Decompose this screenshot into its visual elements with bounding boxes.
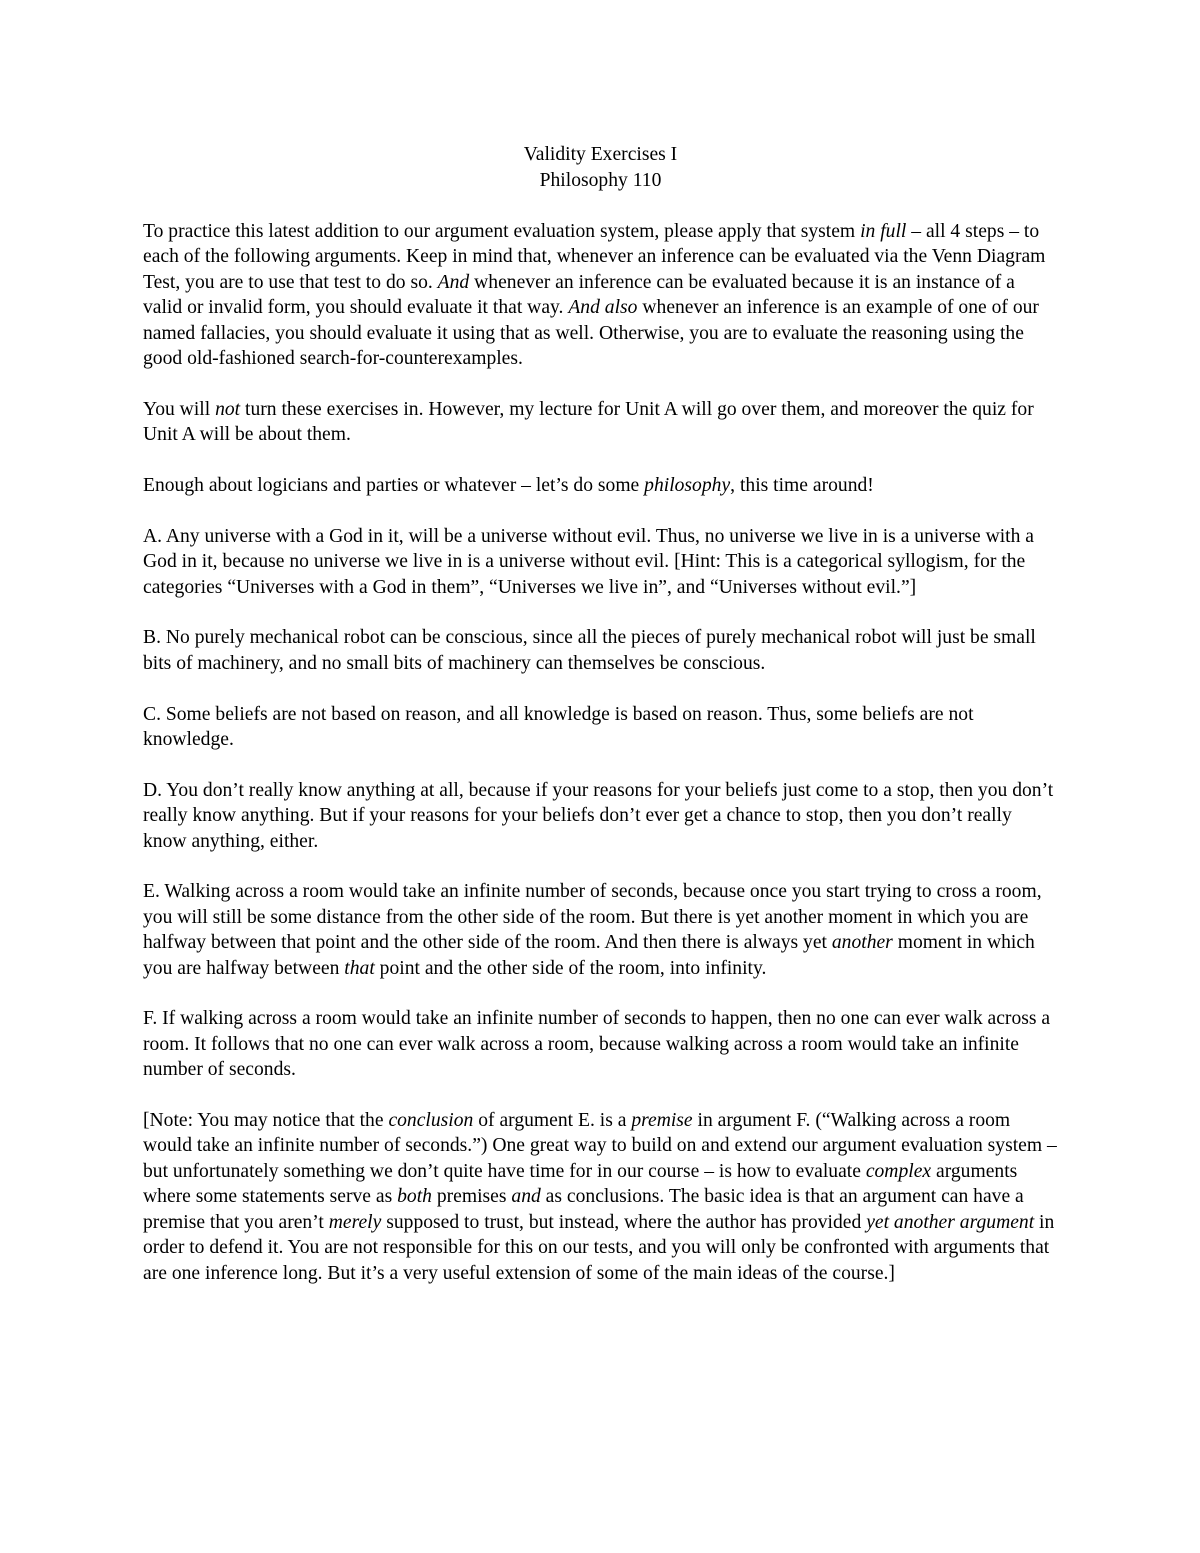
note-text-3: in argument F. (“Walking across a room would take an infinite number of seconds.”) One great way to build on and extend our argument evaluation system – but unfortunately something we don’t quite have time for in our course – is how to evaluate [143,1110,1057,1182]
note-emphasis-5: and [511,1186,541,1208]
document-title: Validity Exercises I [523,144,678,165]
note-emphasis-1: conclusion [388,1110,474,1132]
exercise-c: C. Some beliefs are not based on reason, and all knowledge is based on reason. Thus, some beliefs are not knowledge. [143,703,974,751]
intro-emphasis-1: in full [860,221,907,242]
note-text-4: arguments where some statements serve as [143,1160,1018,1208]
note-text-2: of argument E. is a [473,1110,632,1132]
transition-text-2: , this time around! [730,475,874,497]
exercise-e-emphasis-1: another [831,932,893,954]
exercise-b: B. No purely mechanical robot can be conscious, since all the pieces of purely mechanical robot will just be small bits of machinery, and no small bits of machinery can themselves be conscious. [143,627,1036,674]
title-block [143,142,1058,194]
intro-text-4: whenever an inference is an example of one of our named fallacies, you should evaluate it using that as well. Otherwise, you are to evaluate the reasoning using the good old-fashioned search-for-counterexamples. [143,297,1039,370]
transition-text-1: Enough about logicians and parties or whatever – let’s do some [143,475,645,497]
note-text-1: [Note: You may notice that the [143,1110,389,1132]
notice-paragraph [143,397,1058,448]
note-emphasis-4: both [397,1186,432,1208]
intro-text-2: – all 4 steps – to each of the following arguments. Keep in mind that, whenever an inference can be evaluated via the Venn Diagram Test, you are to use that test to do so. [143,221,1046,293]
intro-paragraph [143,219,1058,371]
exercise-e-text-1: E. Walking across a room would take an infinite number of seconds, because once you start trying to cross a room, you will still be some distance from the other side of the room. But there is yet another moment in which you are halfway between that point and the other side of the room. And then there is always yet [143,881,1042,954]
notice-text-1: You will [143,398,216,420]
note-text-7: supposed to trust, but instead, where the author has provided [381,1211,867,1233]
exercise-e [143,879,1058,981]
intro-emphasis-2: And [437,271,470,293]
note-text-6: as conclusions. The basic idea is that an argument can have a premise that you aren’t [143,1186,1024,1233]
intro-text-1: To practice this latest addition to our argument evaluation system, please apply that system [143,221,861,242]
note-emphasis-3: complex [865,1160,932,1182]
note-emphasis-6: merely [328,1211,382,1233]
exercise-a: A. Any universe with a God in it, will be a universe without evil. Thus, no universe we live in is a universe with a God in it, because no universe we live in is a universe without evil. [Hint: This is a categorical syllogism, for the categories “Universes with a God in them”, “Universes we live in”, and “Universes without evil.”] [143,525,1034,598]
notice-emphasis: not [215,398,241,420]
notice-text-2: turn these exercises in. However, my lecture for Unit A will go over them, and moreover the quiz for Unit A will be about them. [143,398,1034,446]
note-paragraph [143,1108,1058,1286]
course-name: Philosophy 110 [539,170,662,191]
note-emphasis-7: yet another argument [866,1211,1035,1233]
intro-text-3: whenever an inference can be evaluated because it is an instance of a valid or invalid form, you should evaluate it that way. [143,271,1015,319]
document-page [143,142,1058,1311]
note-text-5: premises [431,1186,512,1208]
exercise-d: D. You don’t really know anything at all, because if your reasons for your beliefs just come to a stop, then you don’t really know anything. But if your reasons for your beliefs don’t ever get a chance to stop, then you don’t really know anything, either. [143,779,1054,852]
exercise-e-emphasis-2: that [344,957,375,979]
exercise-e-text-3: point and the other side of the room, into infinity. [374,957,767,979]
transition-paragraph [143,473,1058,498]
note-emphasis-2: premise [631,1110,693,1132]
transition-emphasis: philosophy [644,475,731,497]
exercise-e-text-2: moment in which you are halfway between [143,932,1035,979]
exercise-f: F. If walking across a room would take an infinite number of seconds to happen, then no one can ever walk across a room. It follows that no one can ever walk across a room, because walking across a room would take an infinite number of seconds. [143,1008,1051,1081]
note-text-8: in order to defend it. You are not responsible for this on our tests, and you will only be confronted with arguments that are one inference long. But it’s a very useful extension of some of the main ideas of the course.] [143,1211,1055,1284]
intro-emphasis-3: And also [568,297,638,319]
